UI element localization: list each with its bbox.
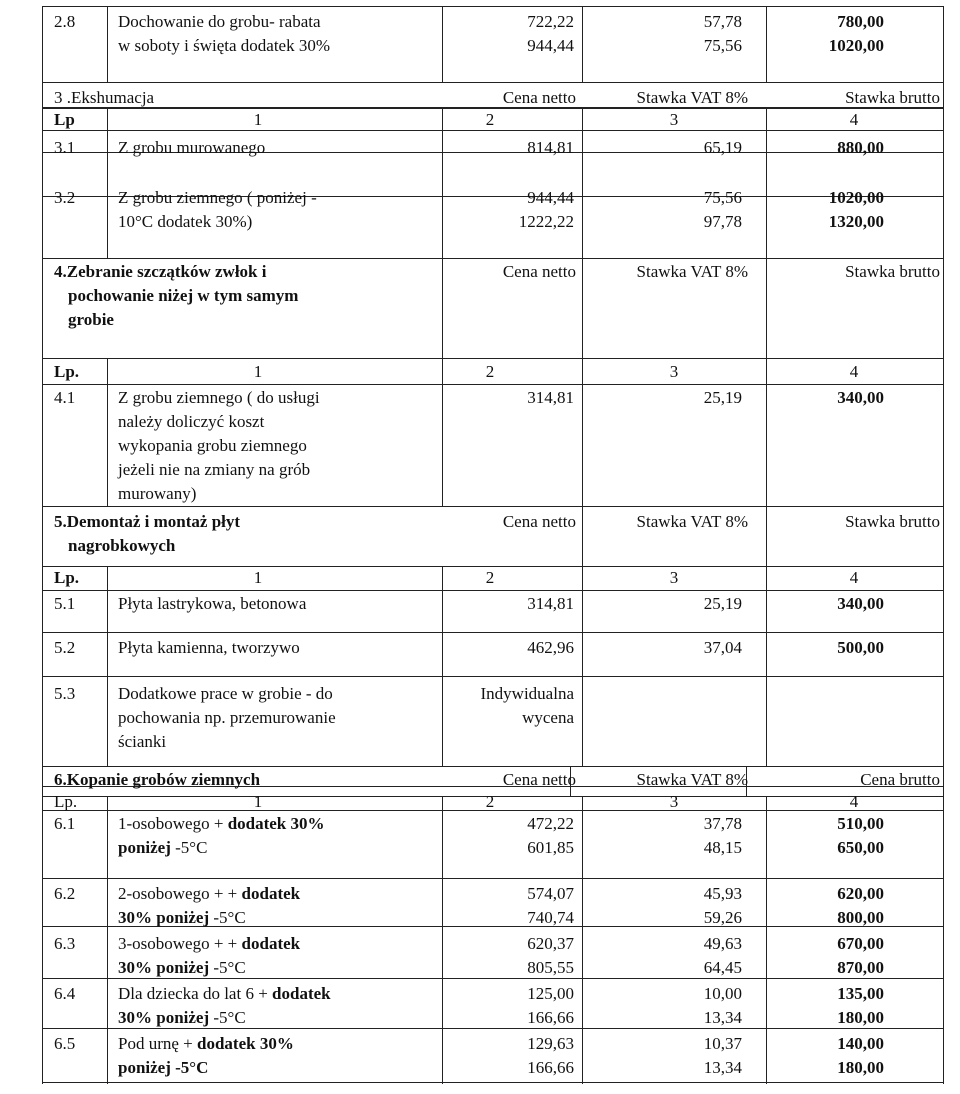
- vat-amount: 48,15: [703, 838, 742, 857]
- row-lp: 4.1: [54, 388, 76, 407]
- vat-amount: 57,78: [703, 12, 742, 31]
- row-lp: 5.2: [54, 638, 76, 657]
- row-desc: pochowania np. przemurowanie: [118, 708, 336, 727]
- row-lp: 6.4: [54, 984, 76, 1003]
- row-desc: Dla dziecka do lat 6 + dodatek: [118, 984, 331, 1003]
- table-rule: [42, 506, 944, 507]
- row-desc-plain: -5°C: [209, 958, 246, 977]
- row-desc: Z grobu murowanego: [118, 138, 266, 157]
- table-rule: [42, 878, 944, 879]
- row-desc: 2-osobowego + + dodatek: [118, 884, 301, 903]
- vat-amount: 10,37: [703, 1034, 742, 1053]
- brutto-price: 500,00: [837, 638, 884, 657]
- netto-price: 314,81: [527, 594, 574, 613]
- table-rule: [42, 384, 944, 385]
- brutto-price: 180,00: [837, 1008, 884, 1027]
- column-header-2: 2: [485, 792, 495, 811]
- section-brutto-header: Stawka brutto: [845, 512, 940, 531]
- section-brutto-header: Stawka brutto: [845, 88, 940, 107]
- netto-price: 944,44: [527, 188, 574, 207]
- brutto-price: 880,00: [837, 138, 884, 157]
- column-header-2: 2: [485, 568, 495, 587]
- row-lp: 2.8: [54, 12, 76, 31]
- vat-amount: 49,63: [703, 934, 742, 953]
- column-header-3: 3: [669, 792, 679, 811]
- row-lp: 6.1: [54, 814, 76, 833]
- netto-price: wycena: [522, 708, 574, 727]
- row-desc: 3-osobowego + + dodatek: [118, 934, 301, 953]
- vat-amount: 45,93: [703, 884, 742, 903]
- brutto-price: 340,00: [837, 594, 884, 613]
- column-header-4: 4: [849, 792, 859, 811]
- row-lp: 3.2: [54, 188, 76, 207]
- vat-amount: 37,04: [703, 638, 742, 657]
- netto-price: 472,22: [527, 814, 574, 833]
- row-desc: 30% poniżej -5°C: [118, 908, 246, 927]
- row-desc: Płyta kamienna, tworzywo: [118, 638, 300, 657]
- brutto-price: 510,00: [837, 814, 884, 833]
- table-rule: [42, 766, 944, 767]
- section-title: grobie: [68, 310, 114, 329]
- row-desc: Dochowanie do grobu- rabata: [118, 12, 321, 31]
- table-column-rule: [766, 108, 767, 258]
- vat-amount: 25,19: [703, 388, 742, 407]
- section-title: 6.Kopanie grobów ziemnych: [54, 770, 261, 789]
- netto-price: 129,63: [527, 1034, 574, 1053]
- row-desc: 30% poniżej -5°C: [118, 958, 246, 977]
- row-desc: poniżej -5°C: [118, 838, 208, 857]
- row-desc: Z grobu ziemnego ( poniżej -: [118, 188, 317, 207]
- netto-price: 805,55: [527, 958, 574, 977]
- netto-price: 166,66: [527, 1008, 574, 1027]
- column-header-2: 2: [485, 362, 495, 381]
- netto-price: Indywidualna: [480, 684, 574, 703]
- table-rule: [42, 1082, 944, 1083]
- row-lp: 6.2: [54, 884, 76, 903]
- netto-price: 620,37: [527, 934, 574, 953]
- table-column-rule: [766, 506, 767, 566]
- table-column-rule: [42, 6, 43, 1084]
- row-desc: wykopania grobu ziemnego: [118, 436, 307, 455]
- row-desc-bold: dodatek: [241, 884, 301, 903]
- brutto-price: 800,00: [837, 908, 884, 927]
- vat-amount: 13,34: [703, 1008, 742, 1027]
- row-lp: 5.1: [54, 594, 76, 613]
- column-header-4: 4: [849, 568, 859, 587]
- column-header-lp: Lp: [54, 110, 75, 129]
- section-title: pochowanie niżej w tym samym: [68, 286, 299, 305]
- table-column-rule: [766, 6, 767, 82]
- row-lp: 6.5: [54, 1034, 76, 1053]
- column-header-lp: Lp.: [54, 362, 80, 381]
- table-rule: [42, 258, 944, 259]
- table-column-rule: [442, 566, 443, 766]
- brutto-price: 870,00: [837, 958, 884, 977]
- brutto-price: 140,00: [837, 1034, 884, 1053]
- netto-price: 1222,22: [518, 212, 574, 231]
- netto-price: 574,07: [527, 884, 574, 903]
- row-desc: Pod urnę + dodatek 30%: [118, 1034, 294, 1053]
- brutto-price: 650,00: [837, 838, 884, 857]
- row-desc: Dodatkowe prace w grobie - do: [118, 684, 333, 703]
- table-column-rule: [442, 796, 443, 1084]
- column-header-1: 1: [253, 110, 263, 129]
- netto-price: 125,00: [527, 984, 574, 1003]
- table-rule: [42, 676, 944, 677]
- vat-amount: 97,78: [703, 212, 742, 231]
- column-header-1: 1: [253, 362, 263, 381]
- netto-price: 314,81: [527, 388, 574, 407]
- column-header-3: 3: [669, 568, 679, 587]
- table-column-rule: [582, 6, 583, 82]
- table-rule: [42, 82, 944, 83]
- table-column-rule: [107, 108, 108, 258]
- row-desc-plain: -5°C: [209, 1008, 246, 1027]
- row-desc: w soboty i święta dodatek 30%: [118, 36, 330, 55]
- section-vat-header: Stawka VAT 8%: [636, 88, 748, 107]
- brutto-price: 670,00: [837, 934, 884, 953]
- column-header-1: 1: [253, 792, 263, 811]
- section-brutto-header: Cena brutto: [860, 770, 940, 789]
- netto-price: 166,66: [527, 1058, 574, 1077]
- netto-price: 740,74: [527, 908, 574, 927]
- table-rule: [42, 358, 944, 359]
- section-title: 5.Demontaż i montaż płyt: [54, 512, 241, 531]
- table-column-rule: [107, 796, 108, 1084]
- column-header-lp: Lp.: [54, 568, 80, 587]
- row-lp: 3.1: [54, 138, 76, 157]
- row-desc: Z grobu ziemnego ( do usługi: [118, 388, 320, 407]
- netto-price: 462,96: [527, 638, 574, 657]
- brutto-price: 180,00: [837, 1058, 884, 1077]
- section-netto-header: Cena netto: [502, 512, 576, 531]
- brutto-price: 340,00: [837, 388, 884, 407]
- row-lp: 5.3: [54, 684, 76, 703]
- column-header-4: 4: [849, 110, 859, 129]
- column-header-3: 3: [669, 110, 679, 129]
- row-desc-plain: -5°C: [170, 838, 208, 857]
- netto-price: 601,85: [527, 838, 574, 857]
- column-header-4: 4: [849, 362, 859, 381]
- column-header-2: 2: [485, 110, 495, 129]
- brutto-price: 135,00: [837, 984, 884, 1003]
- table-rule: [42, 590, 944, 591]
- netto-price: 722,22: [527, 12, 574, 31]
- table-column-rule: [582, 358, 583, 506]
- table-column-rule: [582, 258, 583, 358]
- table-column-rule: [582, 796, 583, 1084]
- brutto-price: 1320,00: [828, 212, 884, 231]
- table-column-rule: [107, 6, 108, 82]
- brutto-price: 1020,00: [828, 188, 884, 207]
- vat-amount: 25,19: [703, 594, 742, 613]
- price-table: [42, 6, 944, 1084]
- table-column-rule: [442, 6, 443, 82]
- section-title: 4.Zebranie szczątków zwłok i: [54, 262, 267, 281]
- table-column-rule: [582, 506, 583, 566]
- section-netto-header: Cena netto: [502, 262, 576, 281]
- section-vat-header: Stawka VAT 8%: [636, 262, 748, 281]
- table-column-rule: [582, 566, 583, 766]
- netto-price: 814,81: [527, 138, 574, 157]
- brutto-price: 780,00: [837, 12, 884, 31]
- table-column-rule: [107, 358, 108, 506]
- table-rule: [42, 632, 944, 633]
- section-netto-header: Cena netto: [502, 770, 576, 789]
- row-desc-bold: dodatek: [241, 934, 301, 953]
- row-desc: 10°C dodatek 30%): [118, 212, 253, 231]
- column-header-lp: Lp.: [54, 792, 78, 811]
- vat-amount: 37,78: [703, 814, 742, 833]
- vat-amount: 65,19: [703, 138, 742, 157]
- vat-amount: 64,45: [703, 958, 742, 977]
- table-column-rule: [766, 258, 767, 358]
- brutto-price: 1020,00: [828, 36, 884, 55]
- table-column-rule: [766, 566, 767, 766]
- row-desc: ścianki: [118, 732, 167, 751]
- table-column-rule: [943, 6, 944, 1084]
- table-column-rule: [107, 566, 108, 766]
- row-desc-bold: dodatek 30%: [227, 814, 325, 833]
- row-desc-bold: dodatek 30%: [197, 1034, 294, 1053]
- row-desc: jeżeli nie na zmiany na grób: [118, 460, 311, 479]
- section-vat-header: Stawka VAT 8%: [636, 770, 748, 789]
- row-desc-bold: dodatek: [272, 984, 331, 1003]
- table-column-rule: [766, 358, 767, 506]
- vat-amount: 75,56: [703, 188, 742, 207]
- section-brutto-header: Stawka brutto: [845, 262, 940, 281]
- table-column-rule: [442, 258, 443, 358]
- section-title: nagrobkowych: [68, 536, 176, 555]
- row-desc: murowany): [118, 484, 197, 503]
- section-vat-header: Stawka VAT 8%: [636, 512, 748, 531]
- section-netto-header: Cena netto: [502, 88, 576, 107]
- table-column-rule: [582, 108, 583, 258]
- row-desc: poniżej -5°C: [118, 1058, 209, 1077]
- row-desc-plain: -5°C: [209, 908, 246, 927]
- section-title: 3 .Ekshumacja: [54, 88, 155, 107]
- vat-amount: 10,00: [703, 984, 742, 1003]
- row-desc: 30% poniżej -5°C: [118, 1008, 246, 1027]
- table-rule: [42, 6, 944, 7]
- netto-price: 944,44: [527, 36, 574, 55]
- row-desc: 1-osobowego + dodatek 30%: [118, 814, 325, 833]
- table-column-rule: [766, 796, 767, 1084]
- row-lp: 6.3: [54, 934, 76, 953]
- vat-amount: 59,26: [703, 908, 742, 927]
- column-header-1: 1: [253, 568, 263, 587]
- row-desc: należy doliczyć koszt: [118, 412, 265, 431]
- brutto-price: 620,00: [837, 884, 884, 903]
- vat-amount: 13,34: [703, 1058, 742, 1077]
- row-desc: Płyta lastrykowa, betonowa: [118, 594, 307, 613]
- vat-amount: 75,56: [703, 36, 742, 55]
- column-header-3: 3: [669, 362, 679, 381]
